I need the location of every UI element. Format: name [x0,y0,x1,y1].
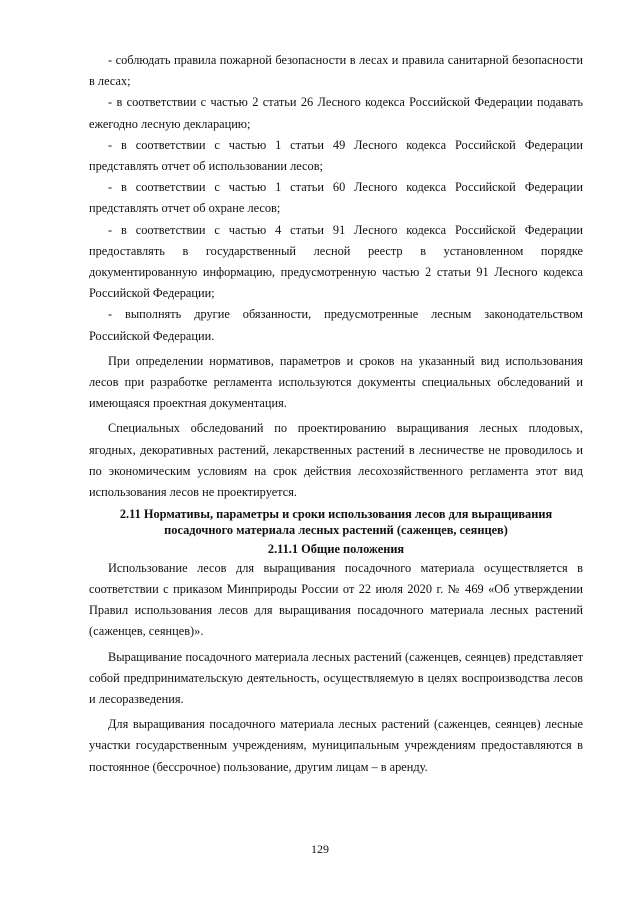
page-number: 129 [311,842,329,856]
page-content [89,50,583,778]
section-heading [89,507,583,538]
subsection-heading: 2.11.1 Общие положения [267,542,405,557]
paragraph-land-provision: Для выращивания посадочного материала лесных растений (саженцев, сеянцев) лесные участки государственным учреждениям, муниципальным учреждениям предоставляются в постоянное (бессрочное) пользование, другим лицам – в аренду. [89,717,583,774]
paragraph-special-surveys: Специальных обследований по проектированию выращивания лесных плодовых, ягодных, декоративных растений, лекарственных растений в лесничестве не проводилось и по экономическим условиям на срок действия лесохозяйственного регламента этот вид использования лесов не проектируется. [89,421,583,500]
paragraph-forest-declaration: - в соответствии с частью 2 статьи 26 Лесного кодекса Российской Федерации подавать ежегодно лесную декларацию; [89,95,583,131]
paragraph-norms-determination: При определении нормативов, параметров и сроков на указанный вид использования лесов при разработке регламента используются документы специальных обследований и имеющаяся проектная документация. [89,353,583,411]
paragraph-entrepreneurial-activity: Выращивание посадочного материала лесных растений (саженцев, сеянцев) представляет собой предпринимательскую деятельность, осуществляемую в целях воспроизводства лесов и лесоразведения. [89,649,583,706]
paragraph-forest-registry: - в соответствии с частью 4 статьи 91 Лесного кодекса Российской Федерации предоставлять в государственный лесной реестр в установленном порядке документированную информацию, предусмотренную частью 2 статьи 91 Лесного кодекса Российской Федерации; [89,222,583,301]
paragraph-protection-report: - в соответствии с частью 1 статьи 60 Лесного кодекса Российской Федерации представлять отчет об охране лесов; [89,180,583,216]
paragraph-ministry-order: Использование лесов для выращивания посадочного материала осуществляется в соответствии с приказом Минприроды России от 22 июля 2020 г. № 469 «Об утверждении Правил использования лесов для выращивания посадочного материала лесных растений (саженцев, сеянцев)». [89,560,583,639]
paragraph-fire-safety: - соблюдать правила пожарной безопасности в лесах и правила санитарной безопасности в лесах; [89,53,583,89]
paragraph-other-duties: - выполнять другие обязанности, предусмотренные лесным законодательством Российской Федерации. [89,307,583,343]
section-heading-line-2: посадочного материала лесных растений (саженцев, сеянцев) [164,522,508,537]
section-heading-line-1: 2.11 Нормативы, параметры и сроки использования лесов для выращивания [119,507,553,522]
paragraph-usage-report: - в соответствии с частью 1 статьи 49 Лесного кодекса Российской Федерации представлять отчет об использовании лесов; [89,137,583,174]
